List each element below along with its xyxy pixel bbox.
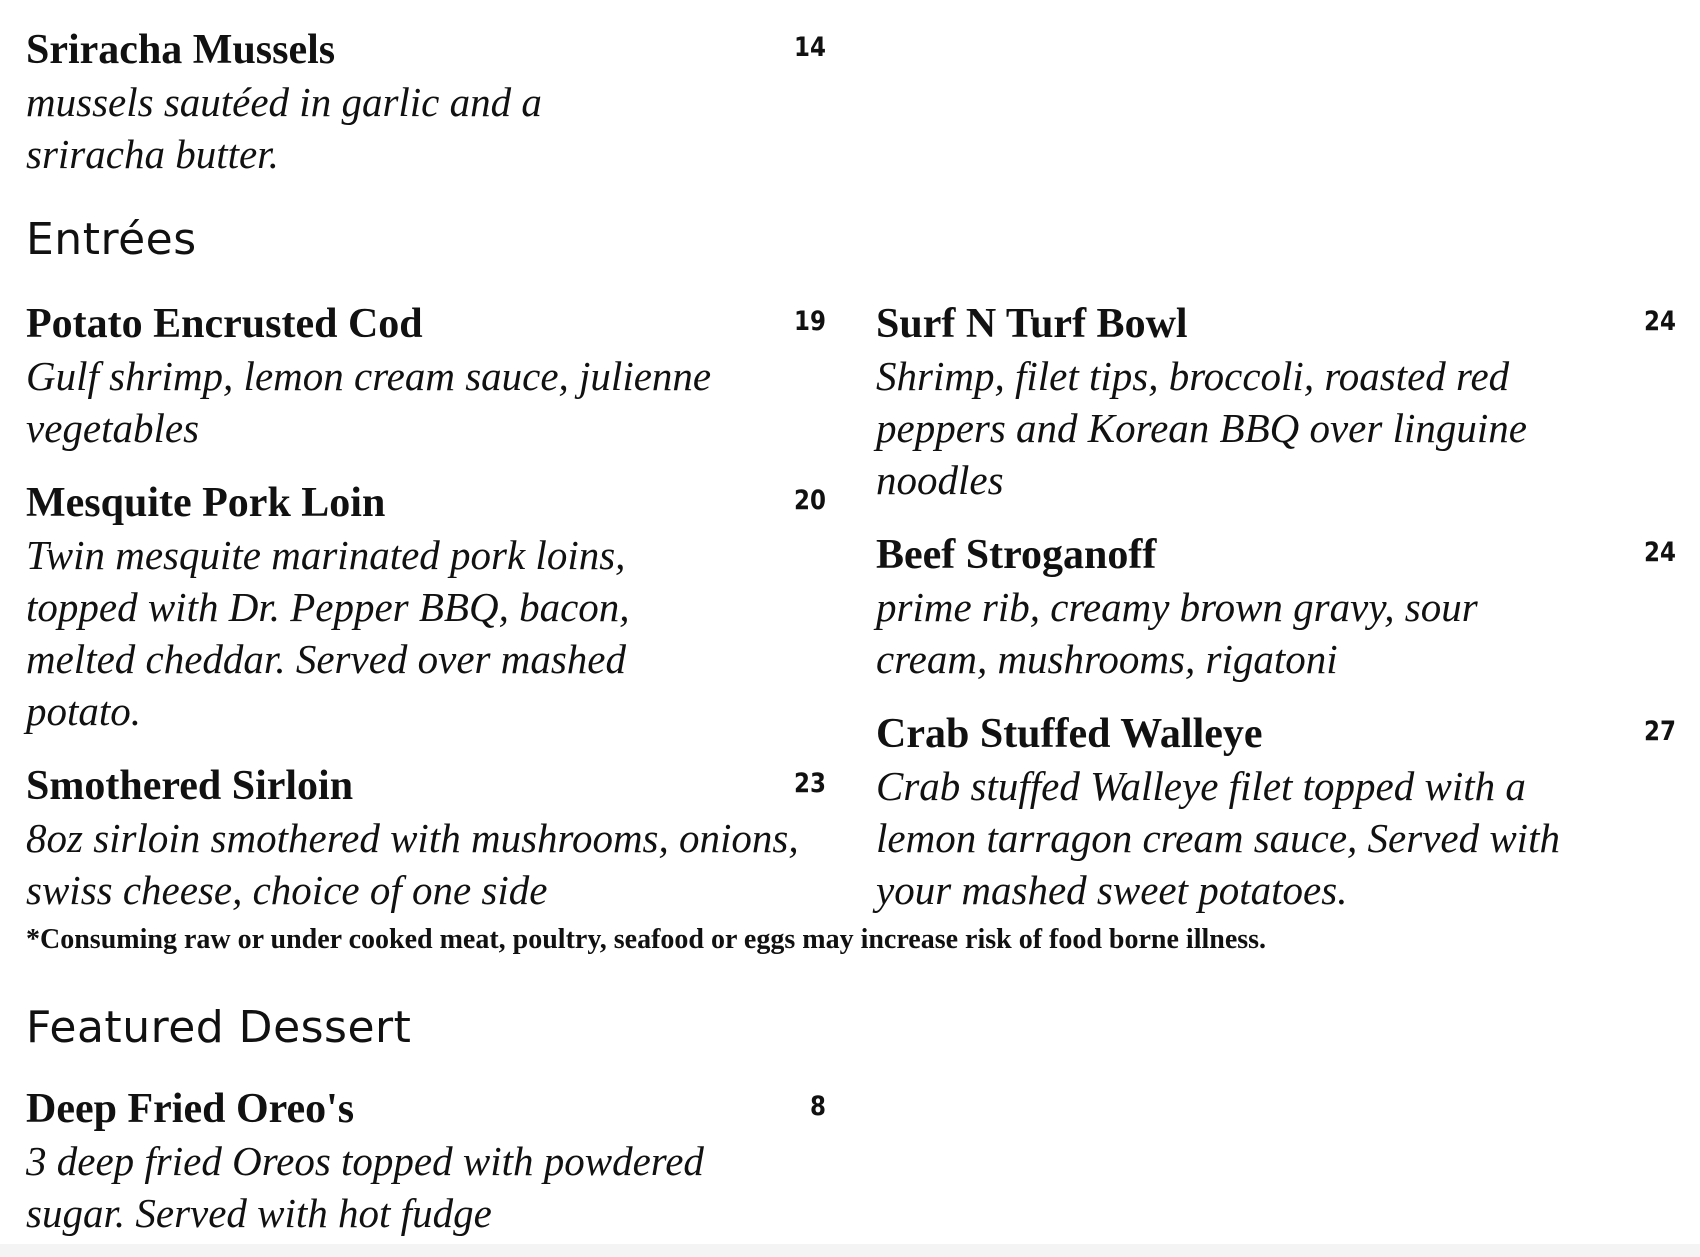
item-name: Potato Encrusted Cod [26,301,423,347]
menu-item-deep-fried-oreos [26,1083,826,1239]
item-description: 3 deep fried Oreos topped with powdered sugar. Served with hot fudge [26,1138,704,1236]
food-safety-disclaimer: *Consuming raw or under cooked meat, poultry, seafood or eggs may increase risk of food borne illness. [26,924,1267,955]
item-price: 20 [794,485,826,516]
item-description: Gulf shrimp, lemon cream sauce, julienne vegetables [26,353,712,451]
item-description: Twin mesquite marinated pork loins, topped with Dr. Pepper BBQ, bacon, melted cheddar. Served over mashed potato. [26,532,630,734]
item-price: 24 [1644,537,1676,568]
item-price: 19 [794,306,826,337]
section-heading-entrees: Entrées [26,214,197,265]
item-description: Shrimp, filet tips, broccoli, roasted red peppers and Korean BBQ over linguine noodles [876,353,1527,503]
item-name: Sriracha Mussels [26,27,336,73]
item-price: 23 [794,768,826,799]
item-description: prime rib, creamy brown gravy, sour cream, mushrooms, rigatoni [876,584,1478,682]
menu-item-potato-encrusted-cod [26,298,826,454]
page-bottom-edge [0,1244,1700,1257]
menu-item-beef-stroganoff [876,529,1676,685]
item-name: Deep Fried Oreo's [26,1086,355,1132]
menu-item-sriracha-mussels [26,24,826,180]
menu-item-smothered-sirloin [26,760,826,916]
item-name: Surf N Turf Bowl [876,301,1188,347]
menu-item-surf-n-turf-bowl [876,298,1676,506]
item-price: 27 [1644,716,1676,747]
item-name: Mesquite Pork Loin [26,480,386,526]
item-price: 8 [810,1091,826,1122]
item-price: 24 [1644,306,1676,337]
item-name: Crab Stuffed Walleye [876,711,1263,757]
menu-item-mesquite-pork-loin [26,477,826,737]
item-description: Crab stuffed Walleye filet topped with a lemon tarragon cream sauce, Served with your mashed sweet potatoes. [876,763,1560,913]
item-description: 8oz sirloin smothered with mushrooms, onions, swiss cheese, choice of one side [26,815,799,913]
item-price: 14 [794,32,826,63]
item-name: Smothered Sirloin [26,763,354,809]
section-heading-featured-dessert: Featured Dessert [26,1002,412,1053]
item-description: mussels sautéed in garlic and a sriracha butter. [26,79,542,177]
item-name: Beef Stroganoff [876,532,1157,578]
menu-item-crab-stuffed-walleye [876,708,1676,916]
